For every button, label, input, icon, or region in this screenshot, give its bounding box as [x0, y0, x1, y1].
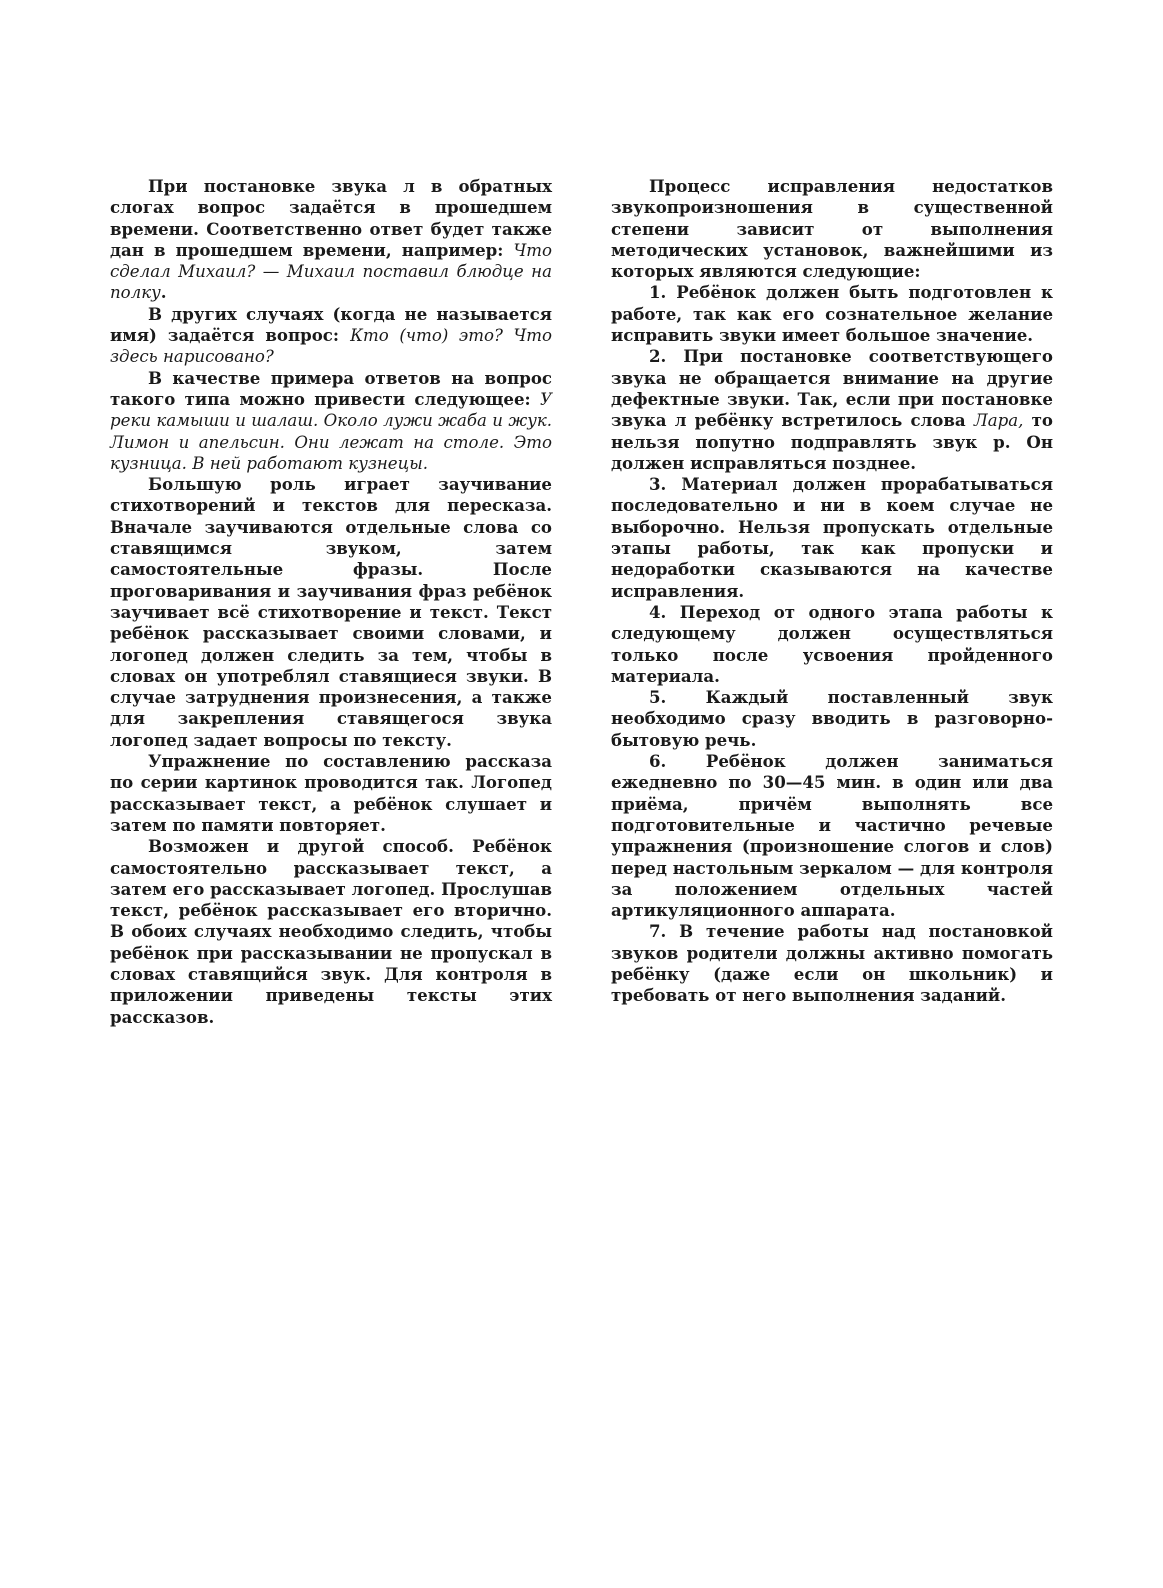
- paragraph-reverse-syllables: [110, 176, 552, 304]
- paragraph-text: 2. При постановке соответствующего звука не обращается внимание на другие дефектные звуки. Так, если при постановке звука л ребёнку встретилось слова: [611, 346, 1053, 431]
- example-italic: Кто (что) это? Что здесь нарисовано?: [110, 326, 552, 367]
- paragraph-memorization: Большую роль играет заучивание стихотворений и текстов для пересказа. Вначале заучиваются отдельные слова со ставящимся звуком, затем самостоятельные фразы. После проговаривания и заучивания фраз ребёнок заучивает всё стихотворение и текст. Текст ребёнок рассказывает своими словами, и логопед должен следить за тем, чтобы в словах он употреблял ставящиеся звуки. В случае затруднения произнесения, а также для закрепления ставящегося звука логопед задает вопросы по тексту.: [110, 474, 552, 750]
- paragraph-text: В других случаях (когда не называется имя) задаётся вопрос:: [110, 303, 552, 346]
- paragraph-story-exercise: Упражнение по составлению рассказа по серии картинок проводится так. Логопед рассказывает текст, а ребёнок слушает и затем по памяти повторяет.: [110, 751, 552, 835]
- paragraph-text: В качестве примера ответов на вопрос такого типа можно привести следующее:: [110, 367, 552, 409]
- paragraph-answer-examples: [110, 368, 552, 474]
- list-item-1: 1. Ребёнок должен быть подготовлен к работе, так как его сознательное желание исправить звуки имеет большое значение.: [611, 282, 1053, 346]
- paragraph-text: то нельзя попутно подправлять звук р. Он должен исправляться позднее.: [611, 410, 1053, 473]
- list-item-7: 7. В течение работы над постановкой звуков родители должны активно помогать ребёнку (даже если он школьник) и требовать от него выполнения заданий.: [611, 921, 1053, 1006]
- list-item-6: 6. Ребёнок должен заниматься ежедневно по 30—45 мин. в один или два приёма, причём выполнять все подготовительные и частично речевые упражнения (произношение слогов и слов) перед настольным зеркалом — для контроля за положением отдельных частей артикуляционного аппарата.: [611, 751, 1053, 921]
- list-item-4: 4. Переход от одного этапа работы к следующему должен осуществляться только после усвоения пройденного материала.: [611, 601, 1053, 686]
- example-italic: У реки камыши и шалаш. Около лужи жаба и жук. Лимон и апельсин. Они лежат на столе. Это кузница. В ней работают кузнецы.: [110, 389, 552, 473]
- paragraph-other-cases: [110, 304, 552, 368]
- paragraph-intro: Процесс исправления недостатков звукопроизношения в существенной степени зависит от выполнения методических установок, важнейшими из которых являются следующие:: [611, 176, 1053, 282]
- list-item-2: [611, 346, 1053, 474]
- paragraph-other-method: Возможен и другой способ. Ребёнок самостоятельно рассказывает текст, а затем его рассказывает логопед. Прослушав текст, ребёнок рассказывает его вторично. В обоих случаях необходимо следить, чтобы ребёнок при рассказывании не пропускал в словах ставящийся звук. Для контроля в приложении приведены тексты этих рассказов.: [110, 836, 552, 1027]
- list-item-5: 5. Каждый поставленный звук необходимо сразу вводить в разговорно-бытовую речь.: [611, 687, 1053, 750]
- example-italic: Лара,: [973, 411, 1024, 431]
- paragraph-text: .: [160, 282, 167, 303]
- example-italic: Что сделал Михаил? — Михаил поставил блюдце на полку: [110, 240, 552, 303]
- list-item-3: 3. Материал должен прорабатываться последовательно и ни в коем случае не выборочно. Нельзя пропускать отдельные этапы работы, так как пропуски и недоработки сказываются на качестве исправления.: [611, 474, 1053, 601]
- left-column: [110, 176, 552, 1028]
- paragraph-text: При постановке звука л в обратных слогах вопрос задаётся в прошедшем времени. Соответственно ответ будет также дан в прошедшем времени, например:: [110, 176, 552, 260]
- right-column: [611, 176, 1053, 1007]
